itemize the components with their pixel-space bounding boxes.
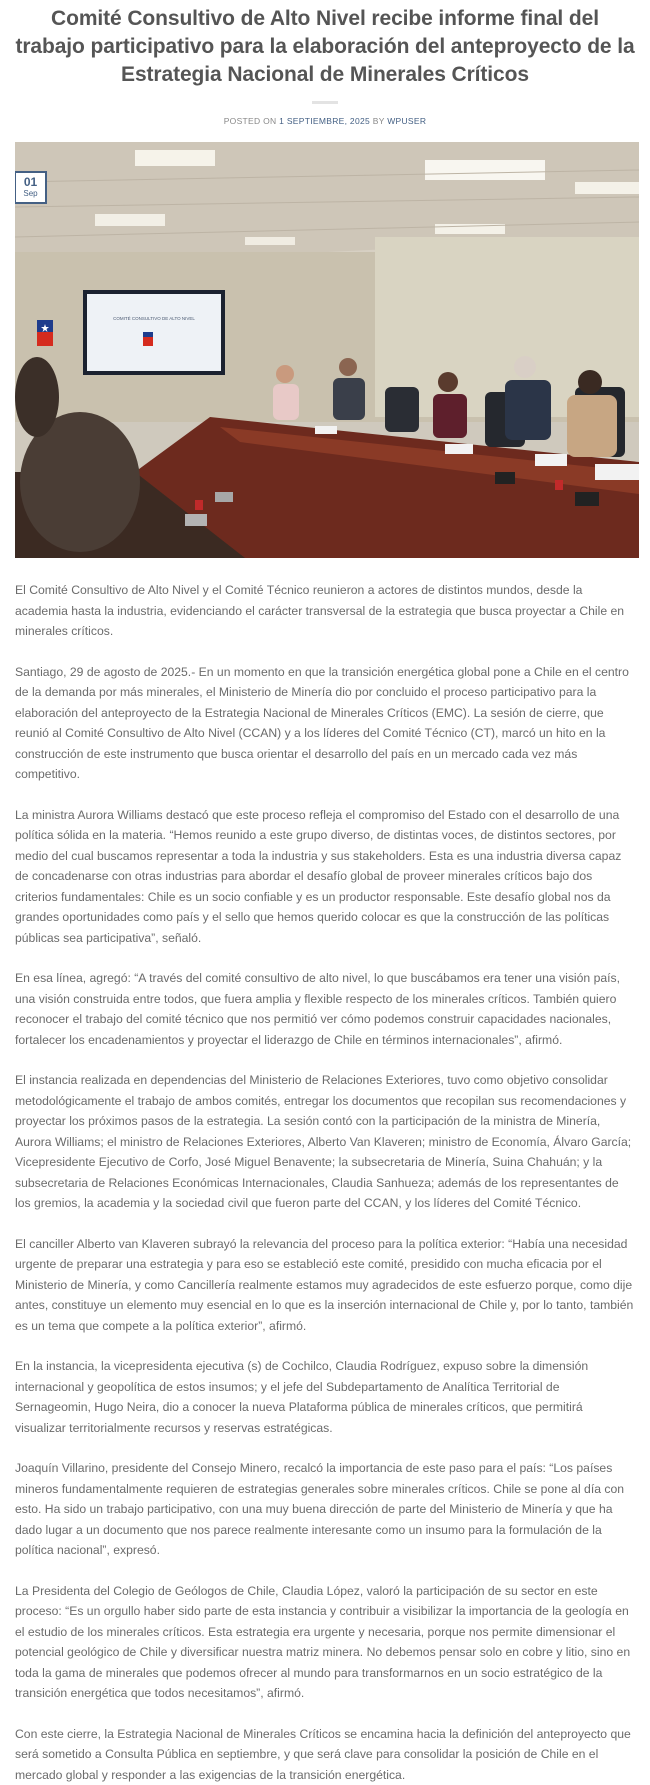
title-divider (312, 101, 338, 104)
paragraph: El canciller Alberto van Klaveren subrayó la relevancia del proceso para la política exterior: “Había una necesidad urgente de preparar una estrategia y para eso se estableció este comité, presidido con mucha eficacia por el Ministerio de Minería, y como Cancillería realmente estamos muy agradecidos de este esfuerzo porque, como dije antes, constituye un elemento muy esencial en lo que es la inserción internacional de Chile y, por lo tanto, también es un tema que compete a la política exterior”, afirmó. (15, 1234, 635, 1337)
author-link[interactable]: WPUSER (387, 116, 426, 126)
date-badge (15, 171, 47, 204)
post-meta (15, 116, 635, 126)
paragraph: En la instancia, la vicepresidenta ejecutiva (s) de Cochilco, Claudia Rodríguez, expuso sobre la dimensión internacional y geopolítica de estos insumos; y el jefe del Subdepartamento de Analítica Territorial de Sernageomin, Hugo Neira, dio a conocer la nueva Plataforma pública de minerales críticos, que permitirá visualizar territorialmente recursos y reservas estratégicas. (15, 1356, 635, 1438)
paragraph: En esa línea, agregó: “A través del comité consultivo de alto nivel, lo que buscábamos era tener una visión país, una visión construida entre todos, que fuera amplia y flexible respecto de los minerales críticos. También quiero reconocer el trabajo del comité técnico que nos permitió ver cómo podemos construir capacidades nacionales, fortalecer los encadenamientos y proyectar el liderazgo de Chile en términos internacionales”, afirmó. (15, 968, 635, 1050)
paragraph: Con este cierre, la Estrategia Nacional de Minerales Críticos se encamina hacia la definición del anteproyecto que será sometido a Consulta Pública en septiembre, y que será clave para consolidar la posición de Chile en el mercado global y responder a las exigencias de la transición energética. (15, 1724, 635, 1785)
paragraph: La ministra Aurora Williams destacó que este proceso refleja el compromiso del Estado con el desarrollo de una política sólida en la materia. “Hemos reunido a este grupo diverso, de distintas voces, de distintos sectores, por medio del cual buscamos representar a toda la industria y sus stakeholders. Esta es una industria diversa capaz de concadenarse con otras industrias para abordar el desafío global de proveer minerales críticos bajo dos criterios fundamentales: Chile es un socio confiable y es un productor responsable. Este desafío global nos da grandes oportunidades como país y el sello que hemos querido colocar es que la construcción de las políticas públicas sea participativa”, señaló. (15, 805, 635, 949)
paragraph: Santiago, 29 de agosto de 2025.- En un momento en que la transición energética global pone a Chile en el centro de la demanda por más minerales, el Ministerio de Minería dio por concluido el proceso participativo para la elaboración del anteproyecto de la Estrategia Nacional de Minerales Críticos (EMC). La sesión de cierre, que reunió al Comité Consultivo de Alto Nivel (CCAN) y a los líderes del Comité Técnico (CT), marcó un hito en la construcción de este instrumento que busca orientar el desarrollo del país en un mercado cada vez más competitivo. (15, 662, 635, 785)
paragraph: La Presidenta del Colegio de Geólogos de Chile, Claudia López, valoró la participación de su sector en este proceso: “Es un orgullo haber sido parte de esta instancia y contribuir a visibilizar la importancia de la geología en el estudio de los minerales críticos. Esta estrategia era urgente y necesaria, porque nos permite dimensionar el potencial geológico de Chile y diversificar nuestra matriz minera. No debemos pensar solo en cobre y litio, sino en toda la gama de minerales que podemos ofrecer al mundo para transformarnos en un socio estratégico de la transición energética que todos necesitamos”, afirmó. (15, 1581, 635, 1704)
page-title: Comité Consultivo de Alto Nivel recibe informe final del trabajo participativo para la elaboración del anteproyecto de la Estrategia Nacional de Minerales Críticos (15, 0, 635, 89)
paragraph-lead: El Comité Consultivo de Alto Nivel y el Comité Técnico reunieron a actores de distintos mundos, desde la academia hasta la industria, evidenciando el carácter transversal de la estrategia que busca proyectar a Chile en minerales críticos. (15, 580, 635, 642)
by-label: BY (373, 116, 385, 126)
date-badge-day: 01 (16, 176, 45, 189)
post-date-link[interactable]: 1 SEPTIEMBRE, 2025 (279, 116, 370, 126)
paragraph: Joaquín Villarino, presidente del Consejo Minero, recalcó la importancia de este paso para el país: “Los países mineros fundamentalmente requieren de estrategias generales sobre minerales críticos. Chile se pone al día con esto. Ha sido un trabajo participativo, con una muy buena dirección de parte del Ministerio de Minería y que ha dado lugar a un documento que nos parece realmente interesante como un insumo para la formulación de la política nacional”, expresó. (15, 1458, 635, 1561)
meeting-room-photo (15, 142, 639, 558)
paragraph: El instancia realizada en dependencias del Ministerio de Relaciones Exteriores, tuvo como objetivo consolidar metodológicamente el trabajo de ambos comités, entregar los documentos que recopilan sus recomendaciones y proyectar los próximos pasos de la estrategia. La sesión contó con la participación de la ministra de Minería, Aurora Williams; el ministro de Relaciones Exteriores, Alberto Van Klaveren; ministro de Economía, Álvaro García; Vicepresidente Ejecutivo de Corfo, José Miguel Benavente; la subsecretaria de Minería, Suina Chahuán; y la subsecretaria de Relaciones Económicas Internacionales, Claudia Sanhueza; además de los representantes de los gremios, la academia y la sociedad civil que fueron parte del CCAN, y los líderes del Comité Técnico. (15, 1070, 635, 1214)
screen-caption: COMITÉ CONSULTIVO DE ALTO NIVEL (113, 315, 195, 321)
post-content (15, 558, 635, 1785)
featured-image (15, 142, 639, 558)
posted-on-label: POSTED ON (224, 116, 277, 126)
date-badge-month: Sep (16, 189, 45, 199)
